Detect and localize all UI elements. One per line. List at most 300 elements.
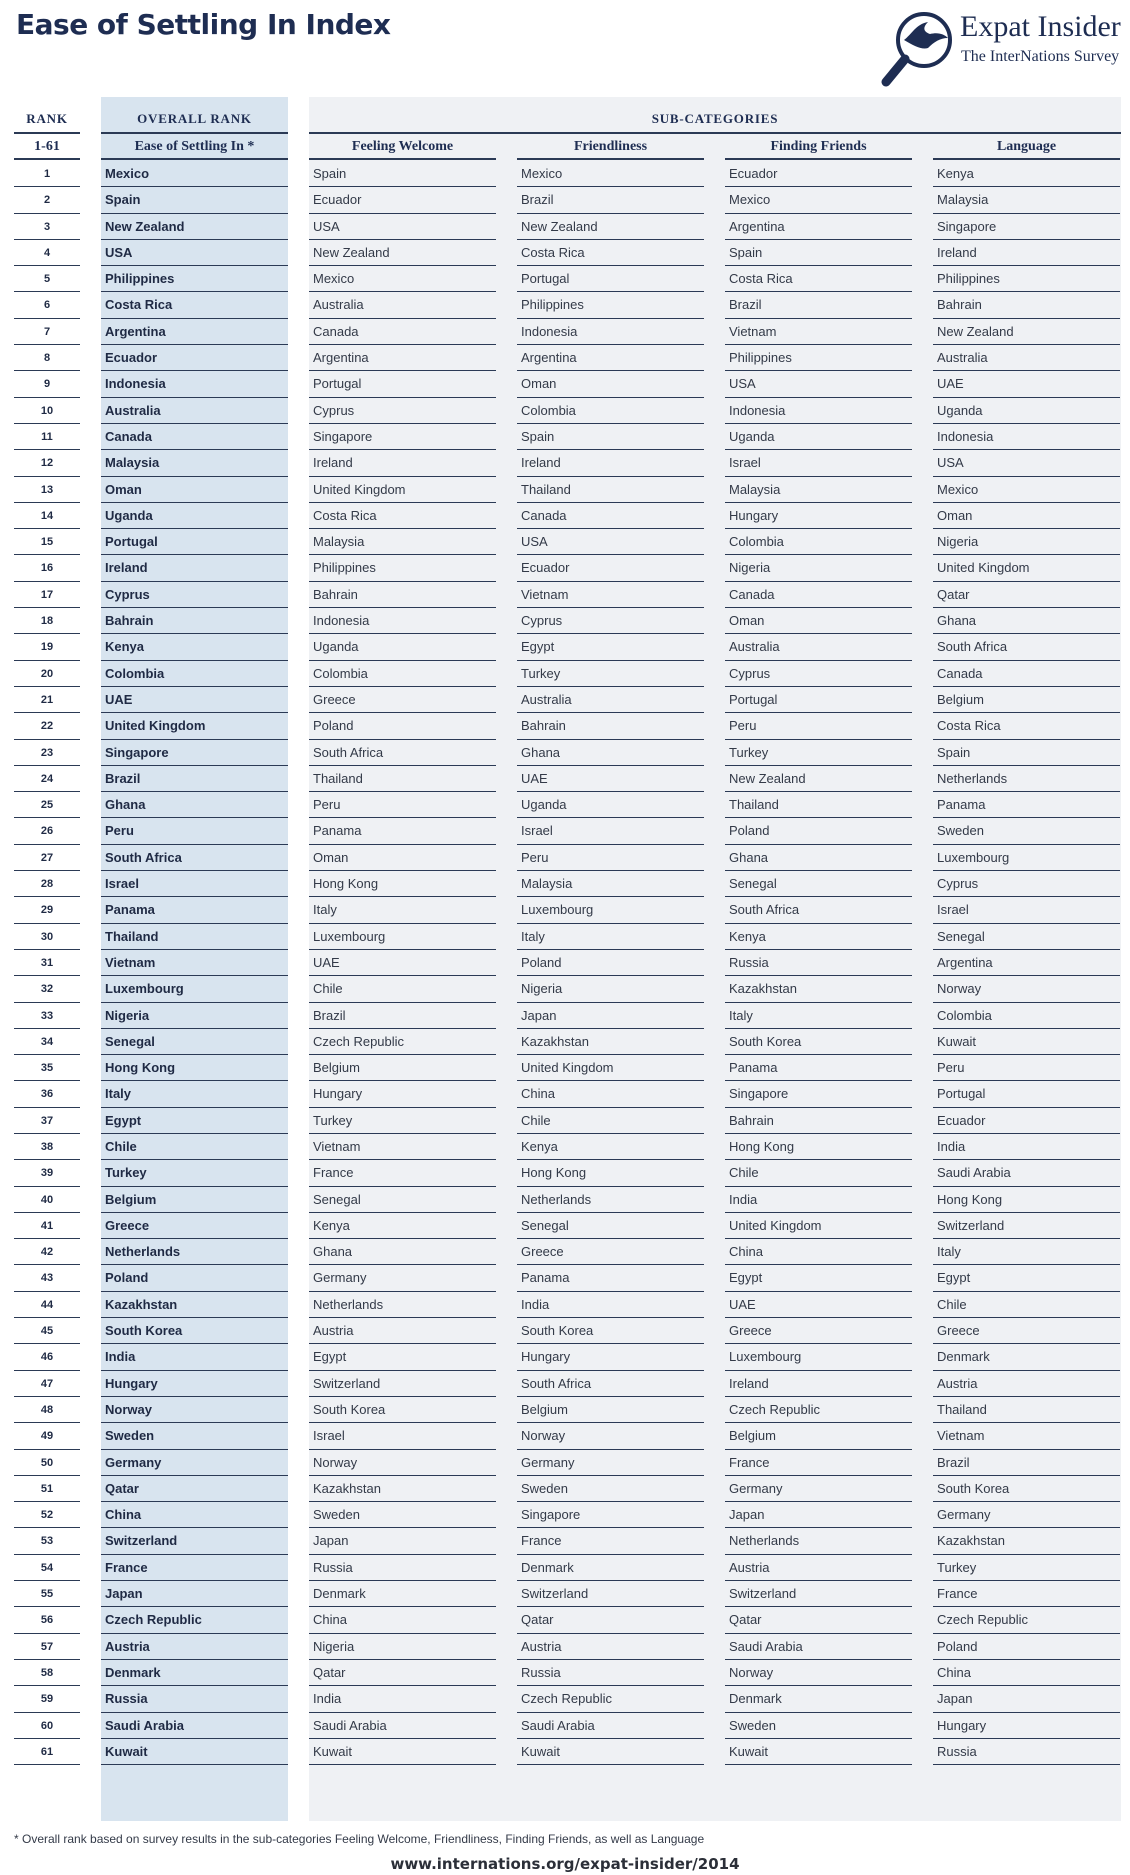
overall-rank-column [101, 161, 288, 1765]
table-cell: Hungary [101, 1371, 288, 1397]
table-cell: France [725, 1450, 912, 1476]
table-cell: Ecuador [101, 345, 288, 371]
table-cell: Ireland [725, 1371, 912, 1397]
table-cell: Senegal [933, 924, 1120, 950]
table-cell: 6 [14, 292, 80, 318]
table-cell: China [309, 1607, 496, 1633]
table-cell: Kazakhstan [309, 1476, 496, 1502]
table-cell: Egypt [725, 1265, 912, 1291]
table-cell: Brazil [101, 766, 288, 792]
table-cell: Switzerland [101, 1528, 288, 1554]
table-cell: China [933, 1660, 1120, 1686]
table-cell: Philippines [933, 266, 1120, 292]
table-cell: Singapore [933, 214, 1120, 240]
table-cell: Saudi Arabia [933, 1160, 1120, 1186]
table-cell: Peru [725, 713, 912, 739]
table-cell: Thailand [725, 792, 912, 818]
table-cell: 34 [14, 1029, 80, 1055]
table-cell: 23 [14, 740, 80, 766]
table-cell: 25 [14, 792, 80, 818]
table-cell: Italy [309, 897, 496, 923]
table-cell: Czech Republic [725, 1397, 912, 1423]
table-cell: India [933, 1134, 1120, 1160]
table-cell: United Kingdom [101, 713, 288, 739]
table-cell: Philippines [101, 266, 288, 292]
table-cell: United Kingdom [517, 1055, 704, 1081]
table-cell: Ireland [517, 450, 704, 476]
table-cell: Panama [517, 1265, 704, 1291]
table-cell: Egypt [101, 1108, 288, 1134]
table-cell: Australia [309, 292, 496, 318]
table-cell: Singapore [725, 1081, 912, 1107]
table-cell: Norway [933, 976, 1120, 1002]
table-cell: Vietnam [309, 1134, 496, 1160]
table-cell: France [933, 1581, 1120, 1607]
table-cell: Mexico [725, 187, 912, 213]
table-cell: France [309, 1160, 496, 1186]
table-cell: 24 [14, 766, 80, 792]
table-cell: Russia [517, 1660, 704, 1686]
table-cell: Egypt [309, 1344, 496, 1370]
table-cell: Turkey [517, 661, 704, 687]
feeling-welcome-header: Feeling Welcome [309, 134, 496, 160]
table-cell: Australia [101, 398, 288, 424]
table-cell: Canada [101, 424, 288, 450]
logo-title: Expat Insider [960, 10, 1121, 43]
table-cell: 18 [14, 608, 80, 634]
table-cell: Denmark [101, 1660, 288, 1686]
table-cell: Egypt [933, 1265, 1120, 1291]
table-cell: 42 [14, 1239, 80, 1265]
language-column [933, 161, 1120, 1765]
table-cell: South Africa [933, 634, 1120, 660]
table-cell: Kazakhstan [101, 1292, 288, 1318]
table-cell: Turkey [933, 1555, 1120, 1581]
table-cell: Spain [933, 740, 1120, 766]
table-cell: Germany [309, 1265, 496, 1291]
table-cell: Czech Republic [517, 1686, 704, 1712]
table-cell: Senegal [517, 1213, 704, 1239]
table-cell: 54 [14, 1555, 80, 1581]
table-cell: Cyprus [101, 582, 288, 608]
table-cell: Argentina [101, 319, 288, 345]
table-cell: Chile [725, 1160, 912, 1186]
table-cell: Senegal [309, 1187, 496, 1213]
table-cell: Costa Rica [517, 240, 704, 266]
table-cell: Hong Kong [517, 1160, 704, 1186]
table-cell: Nigeria [101, 1003, 288, 1029]
table-cell: Nigeria [933, 529, 1120, 555]
ease-of-settling-header: Ease of Settling In * [101, 134, 288, 160]
table-cell: New Zealand [101, 214, 288, 240]
table-cell: Argentina [517, 345, 704, 371]
table-cell: Canada [933, 661, 1120, 687]
table-cell: Poland [725, 818, 912, 844]
table-cell: 50 [14, 1450, 80, 1476]
table-cell: New Zealand [933, 319, 1120, 345]
table-cell: Cyprus [933, 871, 1120, 897]
table-cell: 45 [14, 1318, 80, 1344]
table-cell: USA [517, 529, 704, 555]
table-cell: Portugal [517, 266, 704, 292]
table-cell: Israel [101, 871, 288, 897]
table-cell: Brazil [309, 1003, 496, 1029]
table-cell: 21 [14, 687, 80, 713]
table-cell: Bahrain [517, 713, 704, 739]
table-cell: India [101, 1344, 288, 1370]
table-cell: 60 [14, 1713, 80, 1739]
table-cell: Vietnam [725, 319, 912, 345]
table-cell: Russia [101, 1686, 288, 1712]
table-cell: 13 [14, 477, 80, 503]
table-cell: Egypt [517, 634, 704, 660]
table-cell: 5 [14, 266, 80, 292]
table-cell: France [101, 1555, 288, 1581]
table-cell: Malaysia [309, 529, 496, 555]
friendliness-header: Friendliness [517, 134, 704, 160]
table-cell: 35 [14, 1055, 80, 1081]
table-cell: Portugal [933, 1081, 1120, 1107]
subcategories-header: SUB-CATEGORIES [309, 106, 1121, 134]
table-cell: Qatar [309, 1660, 496, 1686]
table-cell: Bahrain [309, 582, 496, 608]
table-cell: 56 [14, 1607, 80, 1633]
table-cell: Portugal [725, 687, 912, 713]
table-cell: Malaysia [101, 450, 288, 476]
table-cell: Germany [933, 1502, 1120, 1528]
table-cell: Israel [725, 450, 912, 476]
table-cell: 40 [14, 1187, 80, 1213]
table-cell: Kenya [309, 1213, 496, 1239]
table-cell: 43 [14, 1265, 80, 1291]
table-cell: 51 [14, 1476, 80, 1502]
table-cell: Japan [933, 1686, 1120, 1712]
table-cell: Kenya [725, 924, 912, 950]
table-cell: 57 [14, 1634, 80, 1660]
table-cell: Peru [933, 1055, 1120, 1081]
table-cell: South Africa [101, 845, 288, 871]
table-cell: China [101, 1502, 288, 1528]
table-cell: USA [933, 450, 1120, 476]
finding-friends-column [725, 161, 912, 1765]
table-cell: 38 [14, 1134, 80, 1160]
table-cell: Brazil [933, 1450, 1120, 1476]
table-cell: Ecuador [725, 161, 912, 187]
table-cell: Switzerland [933, 1213, 1120, 1239]
table-cell: Australia [517, 687, 704, 713]
table-cell: Sweden [101, 1423, 288, 1449]
table-cell: Qatar [517, 1607, 704, 1633]
table-cell: 29 [14, 897, 80, 923]
table-cell: India [517, 1292, 704, 1318]
table-cell: Norway [517, 1423, 704, 1449]
table-cell: Oman [101, 477, 288, 503]
table-cell: UAE [101, 687, 288, 713]
table-cell: 36 [14, 1081, 80, 1107]
table-cell: Peru [517, 845, 704, 871]
table-cell: Austria [933, 1371, 1120, 1397]
table-cell: 55 [14, 1581, 80, 1607]
table-cell: 46 [14, 1344, 80, 1370]
table-cell: South Korea [101, 1318, 288, 1344]
table-cell: Poland [517, 950, 704, 976]
table-cell: Ecuador [309, 187, 496, 213]
finding-friends-header: Finding Friends [725, 134, 912, 160]
table-cell: 15 [14, 529, 80, 555]
friendliness-column [517, 161, 704, 1765]
table-cell: Indonesia [517, 319, 704, 345]
table-cell: UAE [725, 1292, 912, 1318]
table-cell: Canada [517, 503, 704, 529]
table-cell: 9 [14, 371, 80, 397]
table-cell: South Korea [725, 1029, 912, 1055]
table-cell: Netherlands [101, 1239, 288, 1265]
table-cell: Brazil [517, 187, 704, 213]
table-cell: 14 [14, 503, 80, 529]
table-cell: Hong Kong [725, 1134, 912, 1160]
table-cell: Oman [517, 371, 704, 397]
table-cell: Luxembourg [309, 924, 496, 950]
table-cell: South Korea [517, 1318, 704, 1344]
table-cell: Ecuador [933, 1108, 1120, 1134]
table-cell: South Africa [725, 897, 912, 923]
table-cell: 22 [14, 713, 80, 739]
table-cell: 47 [14, 1371, 80, 1397]
table-cell: Thailand [933, 1397, 1120, 1423]
table-cell: Ghana [933, 608, 1120, 634]
table-cell: France [517, 1528, 704, 1554]
table-cell: Netherlands [933, 766, 1120, 792]
table-cell: 39 [14, 1160, 80, 1186]
table-cell: 10 [14, 398, 80, 424]
table-cell: South Africa [517, 1371, 704, 1397]
table-cell: Malaysia [933, 187, 1120, 213]
overall-rank-header: OVERALL RANK [101, 106, 288, 134]
table-cell: Hungary [517, 1344, 704, 1370]
table-cell: Hong Kong [309, 871, 496, 897]
table-cell: Colombia [101, 661, 288, 687]
table-cell: 28 [14, 871, 80, 897]
table-cell: 1 [14, 161, 80, 187]
table-cell: Denmark [309, 1581, 496, 1607]
table-cell: Ecuador [517, 555, 704, 581]
table-cell: Australia [933, 345, 1120, 371]
table-cell: 12 [14, 450, 80, 476]
table-cell: Turkey [101, 1160, 288, 1186]
table-cell: Uganda [933, 398, 1120, 424]
table-cell: South Korea [933, 1476, 1120, 1502]
table-cell: Indonesia [933, 424, 1120, 450]
table-cell: Poland [933, 1634, 1120, 1660]
table-cell: 32 [14, 976, 80, 1002]
table-cell: Spain [517, 424, 704, 450]
table-cell: Ghana [725, 845, 912, 871]
table-cell: 19 [14, 634, 80, 660]
table-cell: Greece [725, 1318, 912, 1344]
table-cell: 59 [14, 1686, 80, 1712]
table-cell: Turkey [725, 740, 912, 766]
table-cell: Ireland [309, 450, 496, 476]
table-cell: Uganda [517, 792, 704, 818]
table-cell: Peru [101, 818, 288, 844]
table-cell: Uganda [725, 424, 912, 450]
table-cell: Chile [933, 1292, 1120, 1318]
table-cell: 41 [14, 1213, 80, 1239]
table-cell: 49 [14, 1423, 80, 1449]
table-cell: Sweden [309, 1502, 496, 1528]
table-cell: Belgium [517, 1397, 704, 1423]
table-cell: Kazakhstan [933, 1528, 1120, 1554]
table-cell: Portugal [309, 371, 496, 397]
table-cell: Vietnam [101, 950, 288, 976]
table-cell: UAE [933, 371, 1120, 397]
table-cell: Spain [309, 161, 496, 187]
table-cell: USA [101, 240, 288, 266]
table-cell: Russia [933, 1739, 1120, 1765]
table-cell: Costa Rica [309, 503, 496, 529]
table-cell: 17 [14, 582, 80, 608]
table-cell: USA [309, 214, 496, 240]
table-cell: New Zealand [725, 766, 912, 792]
table-cell: 30 [14, 924, 80, 950]
table-cell: Panama [101, 897, 288, 923]
table-cell: Cyprus [517, 608, 704, 634]
table-cell: Oman [725, 608, 912, 634]
table-cell: Peru [309, 792, 496, 818]
magnifier-bird-icon [878, 8, 958, 90]
table-cell: Greece [517, 1239, 704, 1265]
table-cell: 61 [14, 1739, 80, 1765]
table-cell: Norway [725, 1660, 912, 1686]
table-cell: Canada [309, 319, 496, 345]
table-cell: Singapore [101, 740, 288, 766]
table-cell: Hungary [725, 503, 912, 529]
table-cell: Switzerland [517, 1581, 704, 1607]
table-cell: Mexico [517, 161, 704, 187]
page-title: Ease of Settling In Index [16, 8, 391, 41]
footnote: * Overall rank based on survey results in the sub-categories Feeling Welcome, Friendliness, Finding Friends, as well as Language [14, 1832, 705, 1846]
table-cell: Malaysia [725, 477, 912, 503]
table-cell: Kuwait [517, 1739, 704, 1765]
table-cell: Italy [725, 1003, 912, 1029]
table-cell: Thailand [517, 477, 704, 503]
table-cell: India [309, 1686, 496, 1712]
language-header: Language [933, 134, 1120, 160]
table-cell: 33 [14, 1003, 80, 1029]
table-cell: Czech Republic [933, 1607, 1120, 1633]
table-cell: Chile [517, 1108, 704, 1134]
table-cell: Argentina [933, 950, 1120, 976]
table-cell: Cyprus [309, 398, 496, 424]
table-cell: Qatar [725, 1607, 912, 1633]
table-cell: Luxembourg [725, 1344, 912, 1370]
table-cell: Indonesia [101, 371, 288, 397]
table-cell: Czech Republic [101, 1607, 288, 1633]
table-cell: Canada [725, 582, 912, 608]
table-cell: Denmark [933, 1344, 1120, 1370]
table-cell: Denmark [517, 1555, 704, 1581]
table-cell: India [725, 1187, 912, 1213]
table-cell: United Kingdom [725, 1213, 912, 1239]
table-cell: Luxembourg [933, 845, 1120, 871]
table-cell: Italy [933, 1239, 1120, 1265]
table-cell: Vietnam [517, 582, 704, 608]
table-cell: 26 [14, 818, 80, 844]
table-cell: Kazakhstan [517, 1029, 704, 1055]
table-cell: Saudi Arabia [725, 1634, 912, 1660]
table-cell: Hong Kong [101, 1055, 288, 1081]
table-cell: Singapore [309, 424, 496, 450]
table-cell: Italy [101, 1081, 288, 1107]
table-cell: Kenya [933, 161, 1120, 187]
table-cell: Turkey [309, 1108, 496, 1134]
table-cell: 37 [14, 1108, 80, 1134]
table-cell: Luxembourg [101, 976, 288, 1002]
table-cell: Brazil [725, 292, 912, 318]
table-cell: Ghana [101, 792, 288, 818]
table-cell: Uganda [101, 503, 288, 529]
table-cell: Kazakhstan [725, 976, 912, 1002]
table-cell: 2 [14, 187, 80, 213]
table-cell: 52 [14, 1502, 80, 1528]
table-cell: Chile [101, 1134, 288, 1160]
table-cell: Mexico [933, 477, 1120, 503]
table-cell: Colombia [517, 398, 704, 424]
table-cell: United Kingdom [309, 477, 496, 503]
table-cell: Hungary [933, 1713, 1120, 1739]
table-cell: 8 [14, 345, 80, 371]
table-cell: Sweden [933, 818, 1120, 844]
table-cell: Ireland [101, 555, 288, 581]
table-cell: Bahrain [101, 608, 288, 634]
table-cell: Ireland [933, 240, 1120, 266]
table-cell: South Africa [309, 740, 496, 766]
table-cell: Saudi Arabia [101, 1713, 288, 1739]
rank-column [14, 161, 80, 1765]
table-cell: Belgium [309, 1055, 496, 1081]
table-cell: Belgium [725, 1423, 912, 1449]
table-cell: Russia [309, 1555, 496, 1581]
table-cell: Mexico [309, 266, 496, 292]
table-cell: Panama [933, 792, 1120, 818]
logo-subtitle: The InterNations Survey [961, 48, 1120, 65]
table-cell: Israel [517, 818, 704, 844]
table-cell: Singapore [517, 1502, 704, 1528]
table-cell: Kuwait [309, 1739, 496, 1765]
table-cell: Poland [101, 1265, 288, 1291]
table-cell: 20 [14, 661, 80, 687]
table-cell: Bahrain [933, 292, 1120, 318]
table-cell: 16 [14, 555, 80, 581]
table-cell: Belgium [933, 687, 1120, 713]
table-cell: Netherlands [309, 1292, 496, 1318]
table-cell: Japan [725, 1502, 912, 1528]
table-cell: Nigeria [517, 976, 704, 1002]
table-cell: Hong Kong [933, 1187, 1120, 1213]
table-cell: Philippines [517, 292, 704, 318]
table-cell: Costa Rica [725, 266, 912, 292]
table-cell: Senegal [725, 871, 912, 897]
table-cell: Germany [725, 1476, 912, 1502]
table-cell: 4 [14, 240, 80, 266]
table-cell: UAE [517, 766, 704, 792]
table-cell: China [517, 1081, 704, 1107]
table-cell: Chile [309, 976, 496, 1002]
rank-header: RANK [14, 106, 80, 134]
table-cell: Greece [933, 1318, 1120, 1344]
table-cell: Greece [309, 687, 496, 713]
table-cell: Thailand [309, 766, 496, 792]
